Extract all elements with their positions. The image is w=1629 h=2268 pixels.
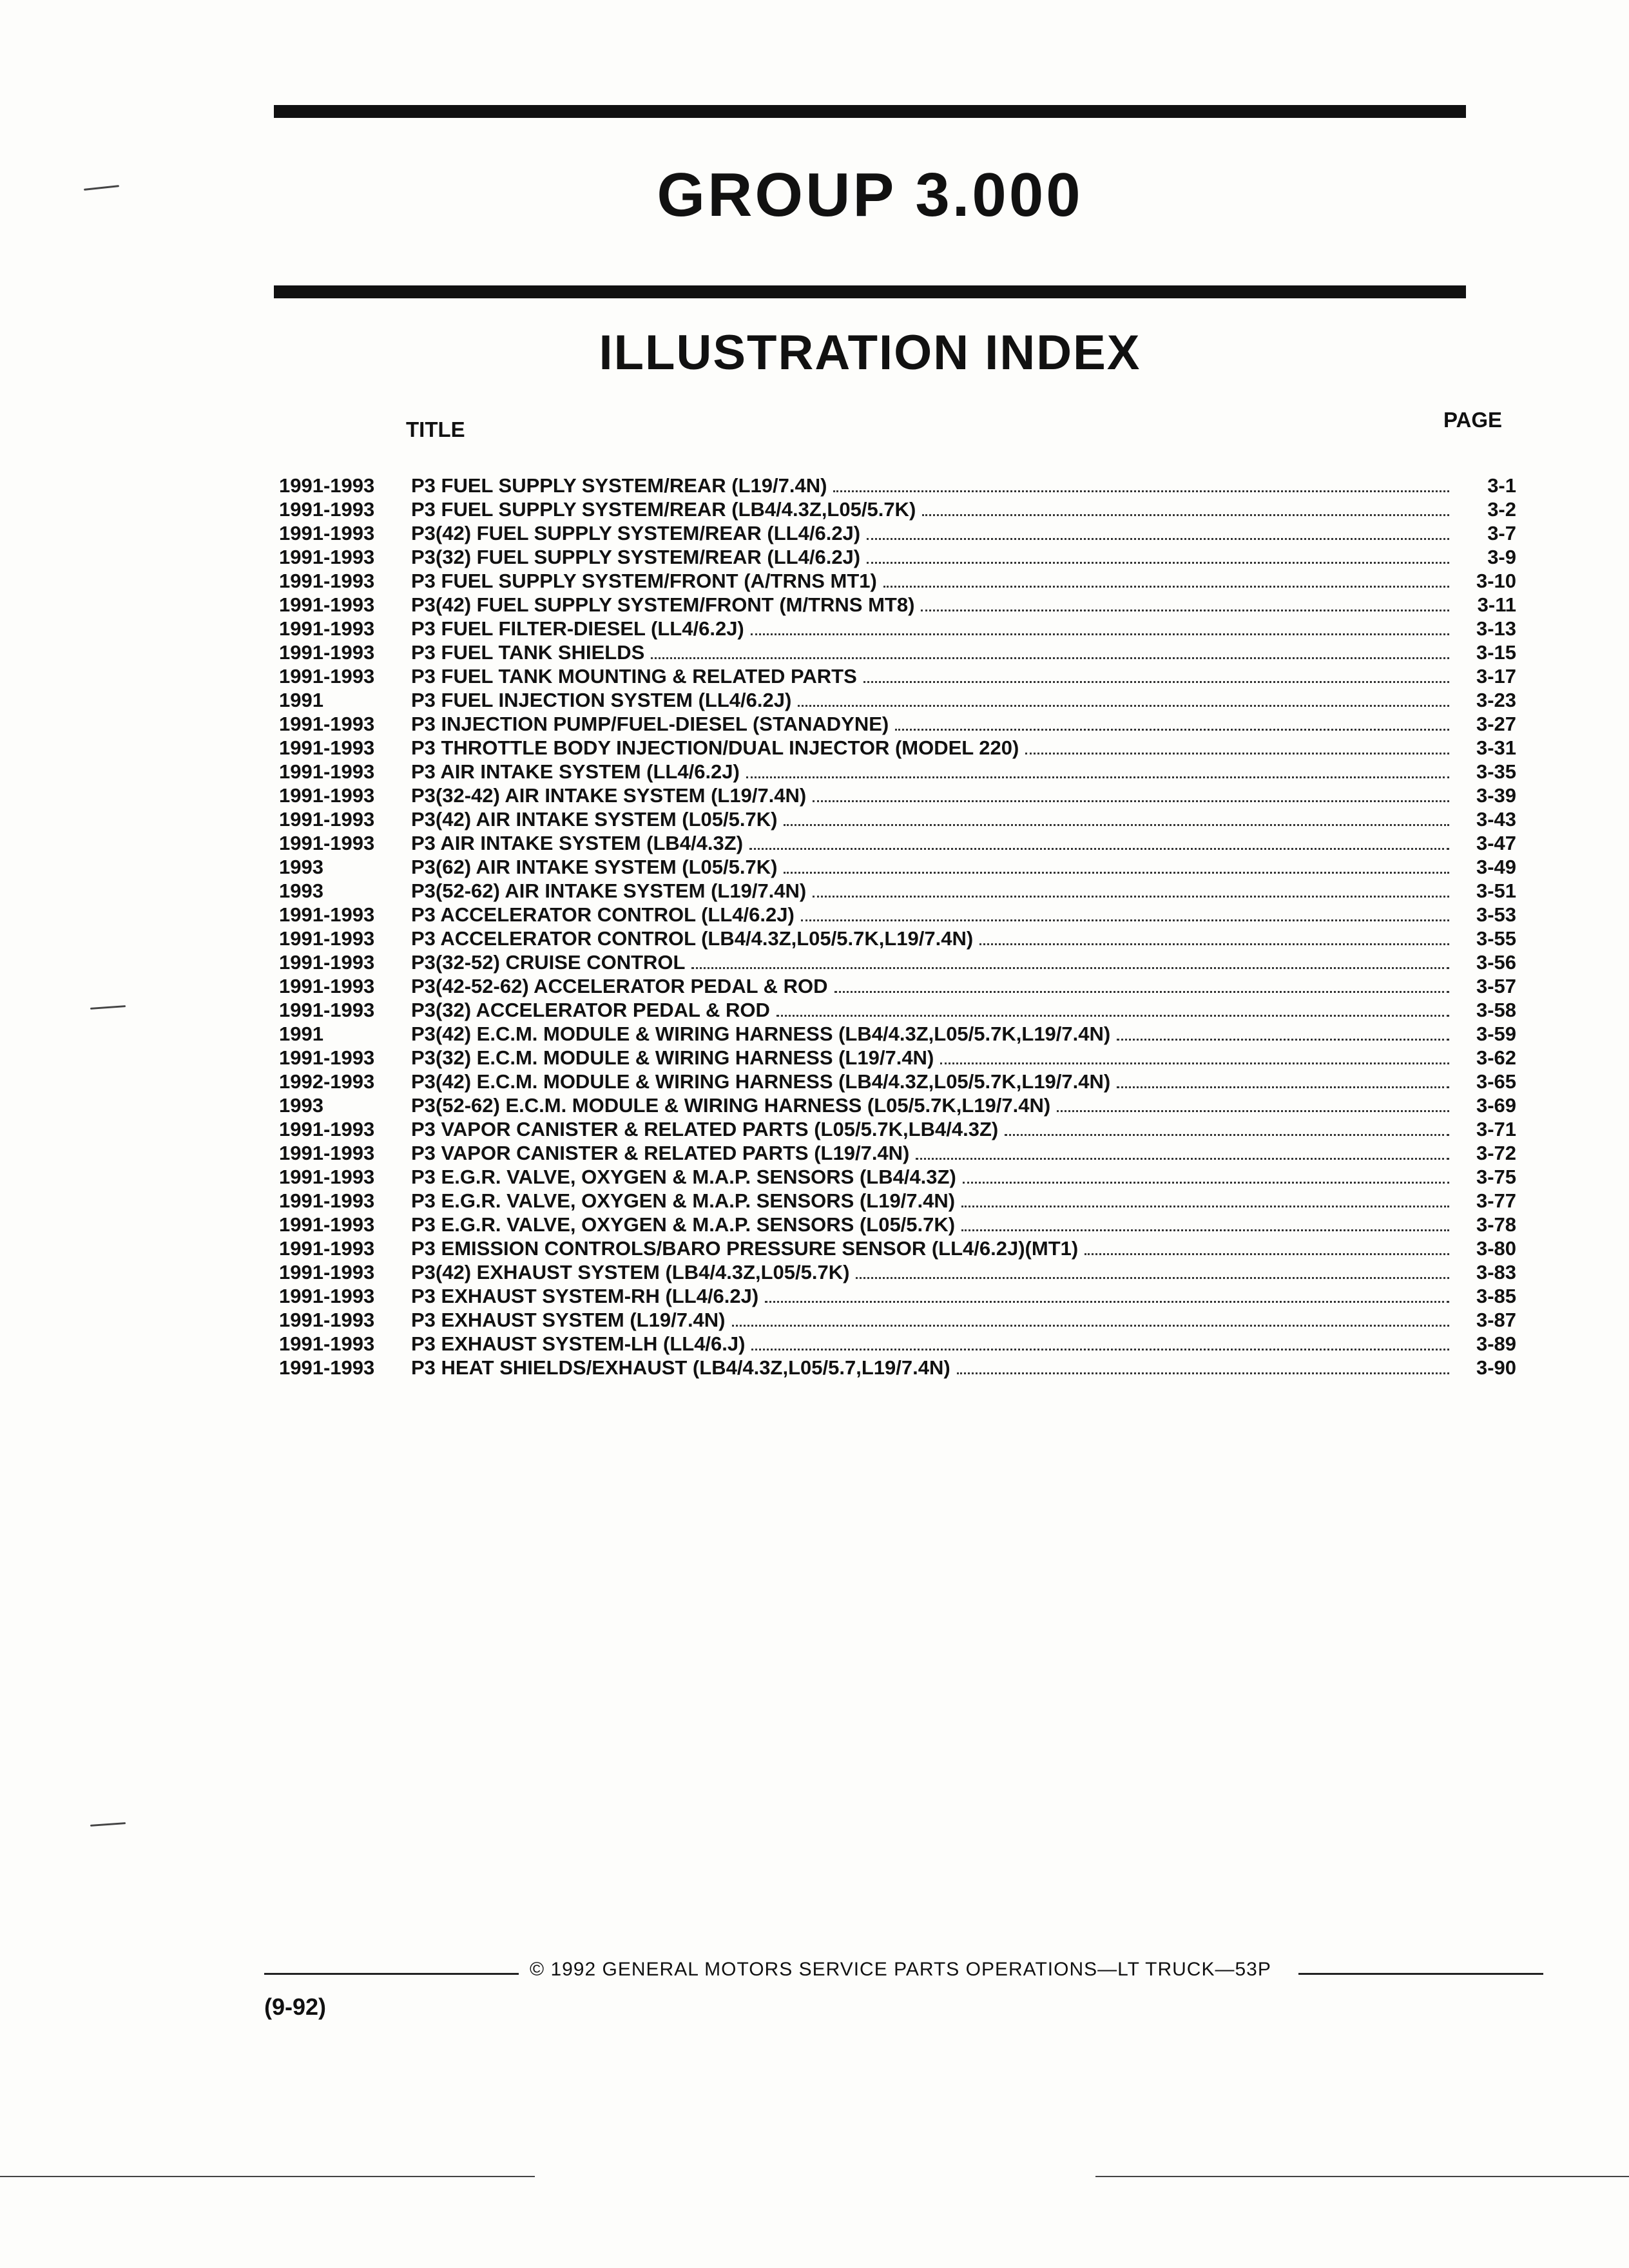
binder-hole-mark xyxy=(84,185,119,191)
entry-page: 3-27 xyxy=(1476,713,1516,735)
entry-title: P3 VAPOR CANISTER & RELATED PARTS (L19/7.4N) xyxy=(411,1142,910,1164)
entry-years: 1991 xyxy=(279,689,323,711)
entry-title: P3 HEAT SHIELDS/EXHAUST (LB4/4.3Z,L05/5.7,L19/7.4N) xyxy=(411,1356,950,1379)
illustration-index-list xyxy=(279,474,1516,1379)
dot-leader xyxy=(863,681,1449,683)
entry-title: P3(42) FUEL SUPPLY SYSTEM/FRONT (M/TRNS MT8) xyxy=(411,593,915,616)
index-entry xyxy=(279,688,1516,712)
entry-years: 1991-1993 xyxy=(279,903,375,926)
entry-title: P3(32) FUEL SUPPLY SYSTEM/REAR (LL4/6.2J) xyxy=(411,546,861,568)
entry-years: 1991-1993 xyxy=(279,1237,375,1260)
entry-years: 1991-1993 xyxy=(279,927,375,950)
dot-leader xyxy=(856,1277,1449,1279)
entry-title: P3(32) E.C.M. MODULE & WIRING HARNESS (L19/7.4N) xyxy=(411,1046,934,1069)
index-entry xyxy=(279,1046,1516,1070)
entry-title: P3(42) EXHAUST SYSTEM (LB4/4.3Z,L05/5.7K) xyxy=(411,1261,850,1283)
entry-page: 3-51 xyxy=(1476,879,1516,902)
dot-leader xyxy=(916,1158,1449,1160)
revision-date: (9-92) xyxy=(264,1994,327,2020)
entry-title: P3 ACCELERATOR CONTROL (LB4/4.3Z,L05/5.7K,L19/7.4N) xyxy=(411,927,974,950)
entry-page: 3-47 xyxy=(1476,832,1516,854)
entry-years: 1991-1993 xyxy=(279,832,375,854)
entry-years: 1991-1993 xyxy=(279,665,375,687)
group-title: GROUP 3.000 xyxy=(657,160,1083,229)
entry-years: 1991-1993 xyxy=(279,736,375,759)
index-entry xyxy=(279,1165,1516,1189)
index-entry xyxy=(279,879,1516,903)
footer-rule-left xyxy=(264,1973,519,1975)
footer-copyright: © 1992 GENERAL MOTORS SERVICE PARTS OPERATIONS—LT TRUCK—53P xyxy=(530,1959,1271,1980)
index-title: ILLUSTRATION INDEX xyxy=(599,325,1141,380)
index-entry xyxy=(279,974,1516,998)
header-rule xyxy=(274,285,1466,298)
entry-title: P3 AIR INTAKE SYSTEM (LL4/6.2J) xyxy=(411,760,740,783)
index-entry xyxy=(279,617,1516,640)
dot-leader xyxy=(833,490,1449,492)
column-header-title: TITLE xyxy=(406,418,465,441)
index-entry xyxy=(279,760,1516,783)
entry-years: 1991-1993 xyxy=(279,1166,375,1188)
index-entry xyxy=(279,1308,1516,1332)
entry-title: P3 VAPOR CANISTER & RELATED PARTS (L05/5.7K,LB4/4.3Z) xyxy=(411,1118,999,1140)
entry-page: 3-90 xyxy=(1476,1356,1516,1379)
entry-years: 1991-1993 xyxy=(279,999,375,1021)
entry-years: 1993 xyxy=(279,879,323,902)
entry-years: 1991-1993 xyxy=(279,522,375,544)
index-entry xyxy=(279,1356,1516,1379)
entry-title: P3 INJECTION PUMP/FUEL-DIESEL (STANADYNE) xyxy=(411,713,889,735)
entry-years: 1991-1993 xyxy=(279,617,375,640)
entry-title: P3 EXHAUST SYSTEM-LH (LL4/6.J) xyxy=(411,1332,746,1355)
dot-leader xyxy=(784,872,1449,874)
entry-years: 1991-1993 xyxy=(279,1309,375,1331)
dot-leader xyxy=(749,848,1449,850)
dot-leader xyxy=(940,1062,1449,1064)
entry-years: 1991-1993 xyxy=(279,713,375,735)
entry-page: 3-69 xyxy=(1476,1094,1516,1117)
entry-title: P3(52-62) AIR INTAKE SYSTEM (L19/7.4N) xyxy=(411,879,807,902)
entry-years: 1992-1993 xyxy=(279,1070,375,1093)
entry-years: 1991-1993 xyxy=(279,546,375,568)
index-entry xyxy=(279,1284,1516,1308)
entry-page: 3-89 xyxy=(1476,1332,1516,1355)
entry-years: 1991-1993 xyxy=(279,641,375,664)
dot-leader xyxy=(784,824,1449,826)
entry-title: P3(42) E.C.M. MODULE & WIRING HARNESS (LB4/4.3Z,L05/5.7K,L19/7.4N) xyxy=(411,1023,1111,1045)
entry-years: 1991-1993 xyxy=(279,1261,375,1283)
entry-years: 1993 xyxy=(279,856,323,878)
index-entry xyxy=(279,640,1516,664)
entry-title: P3 EMISSION CONTROLS/BARO PRESSURE SENSOR (LL4/6.2J)(MT1) xyxy=(411,1237,1079,1260)
dot-leader xyxy=(883,586,1449,588)
entry-page: 3-71 xyxy=(1476,1118,1516,1140)
entry-title: P3(42-52-62) ACCELERATOR PEDAL & ROD xyxy=(411,975,828,997)
entry-years: 1991-1993 xyxy=(279,975,375,997)
entry-page: 3-7 xyxy=(1487,522,1516,544)
index-entry xyxy=(279,1070,1516,1093)
entry-page: 3-1 xyxy=(1487,474,1516,497)
index-entry xyxy=(279,569,1516,593)
entry-years: 1991-1993 xyxy=(279,784,375,807)
entry-years: 1991-1993 xyxy=(279,1118,375,1140)
index-entry xyxy=(279,497,1516,521)
index-entry xyxy=(279,927,1516,950)
entry-years: 1991-1993 xyxy=(279,808,375,831)
top-rule xyxy=(274,105,1466,118)
entry-title: P3 FUEL TANK SHIELDS xyxy=(411,641,645,664)
entry-page: 3-17 xyxy=(1476,665,1516,687)
footer-rule-right xyxy=(1298,1973,1543,1975)
index-entry xyxy=(279,1213,1516,1236)
dot-leader xyxy=(895,729,1449,731)
index-entry xyxy=(279,521,1516,545)
entry-title: P3 EXHAUST SYSTEM-RH (LL4/6.2J) xyxy=(411,1285,759,1307)
dot-leader xyxy=(691,967,1449,969)
entry-title: P3 E.G.R. VALVE, OXYGEN & M.A.P. SENSORS (L05/5.7K) xyxy=(411,1213,956,1236)
entry-page: 3-23 xyxy=(1476,689,1516,711)
entry-page: 3-31 xyxy=(1476,736,1516,759)
entry-title: P3 ACCELERATOR CONTROL (LL4/6.2J) xyxy=(411,903,795,926)
dot-leader xyxy=(963,1182,1449,1184)
index-entry xyxy=(279,474,1516,497)
dot-leader xyxy=(834,991,1449,993)
entry-years: 1991-1993 xyxy=(279,570,375,592)
entry-title: P3 AIR INTAKE SYSTEM (LB4/4.3Z) xyxy=(411,832,744,854)
entry-page: 3-13 xyxy=(1476,617,1516,640)
index-entry xyxy=(279,903,1516,927)
binder-hole-mark xyxy=(90,1005,126,1010)
entry-page: 3-77 xyxy=(1476,1189,1516,1212)
entry-page: 3-11 xyxy=(1477,593,1516,616)
entry-years: 1991-1993 xyxy=(279,593,375,616)
entry-years: 1991-1993 xyxy=(279,1213,375,1236)
index-entry xyxy=(279,783,1516,807)
index-entry xyxy=(279,950,1516,974)
dot-leader xyxy=(1057,1110,1449,1112)
index-entry xyxy=(279,1117,1516,1141)
dot-leader xyxy=(922,514,1449,516)
index-entry xyxy=(279,593,1516,617)
entry-page: 3-56 xyxy=(1476,951,1516,974)
index-entry xyxy=(279,831,1516,855)
index-entry xyxy=(279,1236,1516,1260)
dot-leader xyxy=(746,776,1449,778)
entry-title: P3 FUEL SUPPLY SYSTEM/REAR (L19/7.4N) xyxy=(411,474,827,497)
index-entry xyxy=(279,1022,1516,1046)
page-edge-rule-right xyxy=(1095,2176,1629,2177)
entry-years: 1991-1993 xyxy=(279,951,375,974)
index-entry xyxy=(279,1260,1516,1284)
index-entry xyxy=(279,712,1516,736)
entry-title: P3 FUEL INJECTION SYSTEM (LL4/6.2J) xyxy=(411,689,792,711)
entry-title: P3 FUEL SUPPLY SYSTEM/FRONT (A/TRNS MT1) xyxy=(411,570,877,592)
dot-leader xyxy=(961,1229,1449,1231)
dot-leader xyxy=(798,705,1449,707)
column-header-page: PAGE xyxy=(1443,408,1503,432)
dot-leader xyxy=(801,919,1449,921)
entry-years: 1993 xyxy=(279,1094,323,1117)
entry-years: 1991-1993 xyxy=(279,474,375,497)
entry-title: P3 FUEL TANK MOUNTING & RELATED PARTS xyxy=(411,665,857,687)
entry-page: 3-72 xyxy=(1476,1142,1516,1164)
dot-leader xyxy=(813,896,1449,898)
entry-page: 3-53 xyxy=(1476,903,1516,926)
index-entry xyxy=(279,1332,1516,1356)
dot-leader xyxy=(979,943,1449,945)
entry-page: 3-10 xyxy=(1476,570,1516,592)
entry-page: 3-39 xyxy=(1476,784,1516,807)
entry-page: 3-58 xyxy=(1476,999,1516,1021)
entry-title: P3(32-42) AIR INTAKE SYSTEM (L19/7.4N) xyxy=(411,784,807,807)
dot-leader xyxy=(1084,1253,1449,1255)
entry-title: P3(42) E.C.M. MODULE & WIRING HARNESS (LB4/4.3Z,L05/5.7K,L19/7.4N) xyxy=(411,1070,1111,1093)
entry-years: 1991 xyxy=(279,1023,323,1045)
entry-title: P3 E.G.R. VALVE, OXYGEN & M.A.P. SENSORS (L19/7.4N) xyxy=(411,1189,956,1212)
dot-leader xyxy=(751,633,1449,635)
dot-leader xyxy=(921,610,1449,611)
entry-page: 3-75 xyxy=(1476,1166,1516,1188)
index-entry xyxy=(279,807,1516,831)
entry-title: P3 THROTTLE BODY INJECTION/DUAL INJECTOR (MODEL 220) xyxy=(411,736,1019,759)
entry-page: 3-2 xyxy=(1487,498,1516,521)
index-entry xyxy=(279,1141,1516,1165)
entry-years: 1991-1993 xyxy=(279,1332,375,1355)
dot-leader xyxy=(813,800,1449,802)
entry-title: P3(52-62) E.C.M. MODULE & WIRING HARNESS (L05/5.7K,L19/7.4N) xyxy=(411,1094,1051,1117)
entry-title: P3(62) AIR INTAKE SYSTEM (L05/5.7K) xyxy=(411,856,778,878)
dot-leader xyxy=(1025,753,1449,754)
dot-leader xyxy=(776,1015,1449,1017)
entry-page: 3-9 xyxy=(1487,546,1516,568)
index-entry xyxy=(279,664,1516,688)
index-entry xyxy=(279,998,1516,1022)
dot-leader xyxy=(867,538,1449,540)
entry-title: P3 EXHAUST SYSTEM (L19/7.4N) xyxy=(411,1309,726,1331)
index-entry xyxy=(279,855,1516,879)
index-entry xyxy=(279,736,1516,760)
dot-leader xyxy=(1117,1039,1449,1041)
entry-years: 1991-1993 xyxy=(279,1356,375,1379)
dot-leader xyxy=(1117,1086,1449,1088)
dot-leader xyxy=(732,1325,1449,1327)
index-entry xyxy=(279,545,1516,569)
dot-leader xyxy=(1005,1134,1449,1136)
entry-title: P3(32-52) CRUISE CONTROL xyxy=(411,951,686,974)
entry-page: 3-78 xyxy=(1476,1213,1516,1236)
entry-title: P3(42) AIR INTAKE SYSTEM (L05/5.7K) xyxy=(411,808,778,831)
entry-title: P3(42) FUEL SUPPLY SYSTEM/REAR (LL4/6.2J) xyxy=(411,522,861,544)
entry-title: P3 FUEL FILTER-DIESEL (LL4/6.2J) xyxy=(411,617,744,640)
entry-page: 3-83 xyxy=(1476,1261,1516,1283)
entry-page: 3-35 xyxy=(1476,760,1516,783)
entry-years: 1991-1993 xyxy=(279,1142,375,1164)
entry-page: 3-87 xyxy=(1476,1309,1516,1331)
entry-page: 3-59 xyxy=(1476,1023,1516,1045)
dot-leader xyxy=(651,657,1449,659)
entry-page: 3-15 xyxy=(1476,641,1516,664)
entry-title: P3 FUEL SUPPLY SYSTEM/REAR (LB4/4.3Z,L05/5.7K) xyxy=(411,498,916,521)
index-entry xyxy=(279,1189,1516,1213)
entry-page: 3-85 xyxy=(1476,1285,1516,1307)
dot-leader xyxy=(765,1301,1449,1303)
binder-hole-mark xyxy=(90,1822,126,1827)
entry-page: 3-55 xyxy=(1476,927,1516,950)
dot-leader xyxy=(867,562,1449,564)
entry-page: 3-80 xyxy=(1476,1237,1516,1260)
dot-leader xyxy=(751,1349,1449,1350)
dot-leader xyxy=(957,1372,1449,1374)
entry-years: 1991-1993 xyxy=(279,760,375,783)
entry-years: 1991-1993 xyxy=(279,1285,375,1307)
entry-page: 3-49 xyxy=(1476,856,1516,878)
entry-page: 3-43 xyxy=(1476,808,1516,831)
entry-years: 1991-1993 xyxy=(279,1046,375,1069)
dot-leader xyxy=(961,1206,1449,1207)
entry-years: 1991-1993 xyxy=(279,498,375,521)
entry-page: 3-65 xyxy=(1476,1070,1516,1093)
index-entry xyxy=(279,1093,1516,1117)
entry-years: 1991-1993 xyxy=(279,1189,375,1212)
page-edge-rule-left xyxy=(0,2176,535,2177)
entry-page: 3-57 xyxy=(1476,975,1516,997)
entry-page: 3-62 xyxy=(1476,1046,1516,1069)
entry-title: P3(32) ACCELERATOR PEDAL & ROD xyxy=(411,999,770,1021)
entry-title: P3 E.G.R. VALVE, OXYGEN & M.A.P. SENSORS (LB4/4.3Z) xyxy=(411,1166,956,1188)
